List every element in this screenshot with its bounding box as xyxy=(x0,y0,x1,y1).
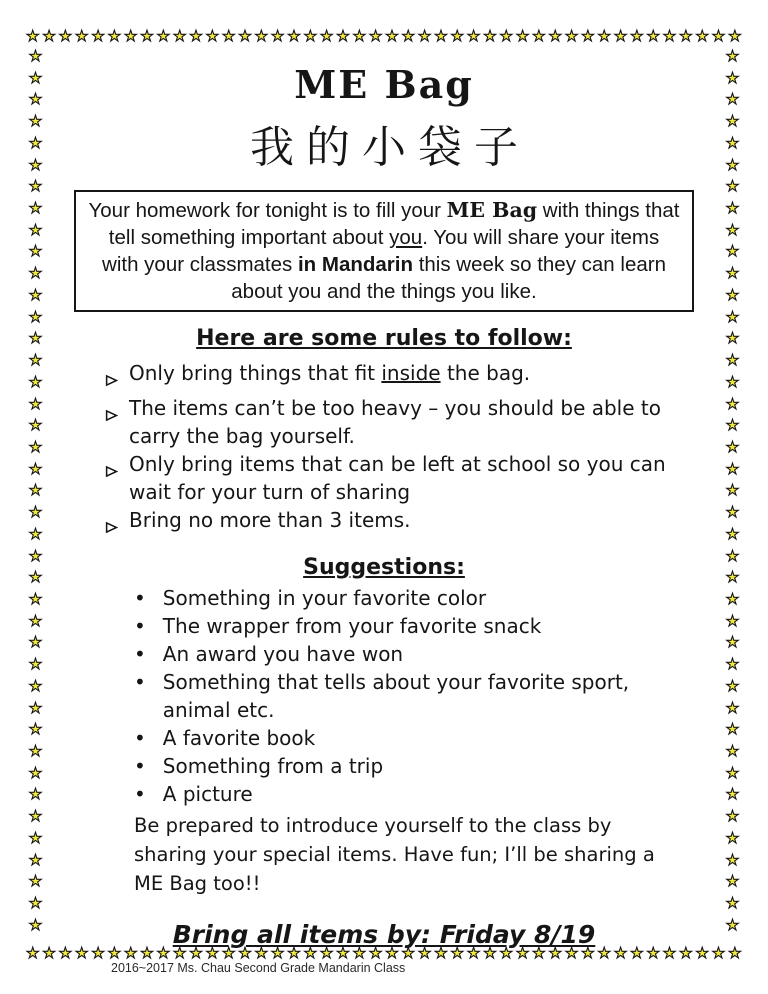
star-icon: ★ xyxy=(319,27,334,45)
star-icon: ★ xyxy=(28,459,43,478)
star-icon: ★ xyxy=(28,437,43,456)
star-icon: ★ xyxy=(597,27,611,45)
star-icon: ★ xyxy=(270,944,285,962)
star-icon: ★ xyxy=(28,589,43,608)
star-border-top xyxy=(26,29,742,45)
star-icon: ★ xyxy=(28,720,43,739)
suggestion-text: An award you have won xyxy=(162,642,404,666)
star-icon: ★ xyxy=(725,894,740,913)
rule-text: Bring no more than 3 items. xyxy=(129,508,411,532)
star-icon: ★ xyxy=(401,27,415,45)
suggestion-item xyxy=(134,780,696,808)
star-icon: ★ xyxy=(287,27,301,45)
star-icon: ★ xyxy=(466,27,481,45)
star-icon: ★ xyxy=(42,27,56,45)
star-icon: ★ xyxy=(28,568,43,587)
suggestion-text: A favorite book xyxy=(162,726,316,750)
star-icon: ★ xyxy=(123,27,138,45)
star-icon: ★ xyxy=(725,112,740,131)
star-icon: ★ xyxy=(91,27,105,45)
star-icon: ★ xyxy=(28,416,43,435)
star-icon: ★ xyxy=(695,27,709,45)
star-icon: ★ xyxy=(28,199,43,218)
star-icon: ★ xyxy=(646,27,660,45)
star-icon: ★ xyxy=(417,27,432,45)
star-icon: ★ xyxy=(434,27,448,45)
suggestion-text: A picture xyxy=(162,782,253,806)
star-icon: ★ xyxy=(91,944,105,962)
star-icon: ★ xyxy=(725,503,740,522)
star-icon: ★ xyxy=(319,944,334,962)
star-icon: ★ xyxy=(352,27,367,45)
rule-text: Only bring things that fit inside the bag. xyxy=(129,361,531,385)
star-icon: ★ xyxy=(725,459,740,478)
star-icon: ★ xyxy=(28,481,43,500)
star-icon: ★ xyxy=(303,27,318,45)
star-icon: ★ xyxy=(336,27,350,45)
star-icon: ★ xyxy=(532,944,546,962)
bullet-dot-icon: • xyxy=(134,782,146,806)
star-icon: ★ xyxy=(205,944,220,962)
star-icon: ★ xyxy=(28,763,43,782)
star-icon: ★ xyxy=(385,27,399,45)
star-icon: ★ xyxy=(725,915,740,934)
star-icon: ★ xyxy=(646,944,660,962)
star-icon: ★ xyxy=(725,242,740,261)
star-icon: ★ xyxy=(254,27,269,45)
suggestion-item xyxy=(134,752,696,780)
bullet-dot-icon: • xyxy=(134,726,146,750)
star-icon: ★ xyxy=(725,307,740,326)
intro-box: Your homework for tonight is to fill your ME Bag with things that tell something important about you. You will share your items with your classmates in Mandarin this week so they can learn about you and the things you like. xyxy=(74,190,694,312)
star-icon: ★ xyxy=(58,944,73,962)
star-icon: ★ xyxy=(564,944,579,962)
star-icon: ★ xyxy=(238,944,252,962)
suggestions-heading: Suggestions: xyxy=(303,555,465,580)
star-icon: ★ xyxy=(564,27,579,45)
star-icon: ★ xyxy=(725,264,740,283)
star-icon: ★ xyxy=(613,944,628,962)
rule-item xyxy=(105,359,696,394)
suggestion-text: Something in your favorite color xyxy=(162,586,487,610)
arrowhead-bullet-icon xyxy=(105,401,118,450)
star-icon: ★ xyxy=(189,944,203,962)
suggestion-text: Something from a trip xyxy=(162,754,384,778)
star-icon: ★ xyxy=(336,944,350,962)
star-icon: ★ xyxy=(28,47,43,65)
star-icon: ★ xyxy=(581,27,595,45)
star-icon: ★ xyxy=(28,872,43,891)
star-icon: ★ xyxy=(725,351,740,370)
star-icon: ★ xyxy=(189,27,203,45)
star-icon: ★ xyxy=(107,27,122,45)
star-icon: ★ xyxy=(28,915,43,934)
bullet-dot-icon: • xyxy=(134,642,146,666)
deadline-heading: Bring all items by: Friday 8/19 xyxy=(172,920,596,949)
star-icon: ★ xyxy=(28,285,43,304)
star-icon: ★ xyxy=(352,944,367,962)
star-icon: ★ xyxy=(499,944,513,962)
star-icon: ★ xyxy=(368,944,383,962)
star-icon: ★ xyxy=(725,524,740,543)
star-icon: ★ xyxy=(725,850,740,869)
star-icon: ★ xyxy=(725,611,740,630)
star-icon: ★ xyxy=(28,307,43,326)
star-icon: ★ xyxy=(725,394,740,413)
star-icon: ★ xyxy=(74,27,89,45)
star-icon: ★ xyxy=(28,676,43,695)
star-icon: ★ xyxy=(172,944,187,962)
star-icon: ★ xyxy=(28,133,43,152)
star-icon: ★ xyxy=(28,698,43,717)
closing-paragraph: Be prepared to introduce yourself to the class by sharing your special items. Have fun; I’ll be sharing a ME Bag too!! xyxy=(134,814,655,895)
star-icon: ★ xyxy=(28,329,43,348)
star-icon: ★ xyxy=(123,944,138,962)
star-icon: ★ xyxy=(28,220,43,239)
suggestion-item xyxy=(134,640,696,668)
star-icon: ★ xyxy=(725,90,740,109)
star-icon: ★ xyxy=(28,524,43,543)
star-icon: ★ xyxy=(205,27,220,45)
bullet-dot-icon: • xyxy=(134,754,146,778)
star-icon: ★ xyxy=(725,742,740,760)
suggestion-item xyxy=(134,668,696,724)
suggestion-item xyxy=(134,612,696,640)
star-icon: ★ xyxy=(28,177,43,196)
star-icon: ★ xyxy=(28,503,43,522)
star-icon: ★ xyxy=(26,944,40,962)
star-icon: ★ xyxy=(725,655,740,674)
bullet-dot-icon: • xyxy=(134,670,146,694)
star-icon: ★ xyxy=(28,611,43,630)
star-icon: ★ xyxy=(725,372,740,391)
star-icon: ★ xyxy=(270,27,285,45)
rule-item xyxy=(105,506,696,541)
suggestions-list xyxy=(72,584,696,808)
star-icon: ★ xyxy=(28,90,43,109)
star-icon: ★ xyxy=(725,47,740,65)
star-icon: ★ xyxy=(725,329,740,348)
star-icon: ★ xyxy=(28,351,43,370)
star-icon: ★ xyxy=(725,807,740,826)
content-area xyxy=(72,46,696,975)
star-icon: ★ xyxy=(515,944,530,962)
star-icon: ★ xyxy=(28,655,43,674)
star-icon: ★ xyxy=(725,698,740,717)
star-icon: ★ xyxy=(74,944,89,962)
star-icon: ★ xyxy=(28,785,43,804)
intro-text: Your homework for tonight is to fill your xyxy=(88,199,447,222)
star-icon: ★ xyxy=(28,807,43,826)
star-icon: ★ xyxy=(725,589,740,608)
rule-item xyxy=(105,394,696,450)
page-title: ME Bag xyxy=(294,62,474,107)
star-icon: ★ xyxy=(725,568,740,587)
star-icon: ★ xyxy=(662,27,677,45)
star-icon: ★ xyxy=(711,27,726,45)
star-icon: ★ xyxy=(58,27,73,45)
rules-list xyxy=(72,359,696,541)
intro-me-bag: ME Bag xyxy=(446,198,538,222)
star-icon: ★ xyxy=(28,372,43,391)
star-icon: ★ xyxy=(466,944,481,962)
star-icon: ★ xyxy=(107,944,122,962)
footer-credit: 2016~2017 Ms. Chau Second Grade Mandarin Class xyxy=(111,961,406,975)
star-icon: ★ xyxy=(26,27,40,45)
star-icon: ★ xyxy=(499,27,513,45)
star-icon: ★ xyxy=(172,27,187,45)
suggestion-text: Something that tells about your favorite sport, animal etc. xyxy=(162,670,630,722)
star-icon: ★ xyxy=(630,27,644,45)
star-icon: ★ xyxy=(725,285,740,304)
star-icon: ★ xyxy=(695,944,709,962)
star-icon: ★ xyxy=(483,27,497,45)
star-icon: ★ xyxy=(450,27,464,45)
star-border-left xyxy=(27,49,44,933)
star-icon: ★ xyxy=(28,155,43,174)
star-icon: ★ xyxy=(725,828,740,847)
star-icon: ★ xyxy=(28,112,43,131)
star-icon: ★ xyxy=(385,944,399,962)
suggestion-item xyxy=(134,584,696,612)
star-icon: ★ xyxy=(417,944,432,962)
star-icon: ★ xyxy=(140,27,154,45)
star-icon: ★ xyxy=(28,742,43,760)
star-icon: ★ xyxy=(28,394,43,413)
arrowhead-bullet-icon xyxy=(105,457,118,506)
star-icon: ★ xyxy=(725,416,740,435)
rules-heading: Here are some rules to follow: xyxy=(196,326,572,351)
star-icon: ★ xyxy=(725,199,740,218)
star-icon: ★ xyxy=(28,850,43,869)
star-icon: ★ xyxy=(28,68,43,87)
star-icon: ★ xyxy=(679,944,693,962)
star-icon: ★ xyxy=(711,944,726,962)
star-icon: ★ xyxy=(725,720,740,739)
star-icon: ★ xyxy=(725,481,740,500)
arrowhead-bullet-icon xyxy=(105,513,118,541)
star-icon: ★ xyxy=(725,437,740,456)
star-icon: ★ xyxy=(287,944,301,962)
star-icon: ★ xyxy=(613,27,628,45)
star-icon: ★ xyxy=(597,944,611,962)
star-icon: ★ xyxy=(221,27,236,45)
star-icon: ★ xyxy=(28,828,43,847)
star-icon: ★ xyxy=(725,133,740,152)
star-icon: ★ xyxy=(548,27,562,45)
star-icon: ★ xyxy=(725,220,740,239)
star-icon: ★ xyxy=(725,763,740,782)
star-icon: ★ xyxy=(42,944,56,962)
star-icon: ★ xyxy=(254,944,269,962)
star-border-right xyxy=(724,49,741,933)
intro-in-mandarin-bold: in Mandarin xyxy=(297,253,414,276)
bullet-dot-icon: • xyxy=(134,614,146,638)
star-icon: ★ xyxy=(630,944,644,962)
star-icon: ★ xyxy=(303,944,318,962)
star-icon: ★ xyxy=(725,155,740,174)
arrowhead-bullet-icon xyxy=(105,366,118,394)
star-icon: ★ xyxy=(725,676,740,695)
star-icon: ★ xyxy=(28,546,43,565)
bullet-dot-icon: • xyxy=(134,586,146,610)
star-icon: ★ xyxy=(28,264,43,283)
star-icon: ★ xyxy=(28,242,43,261)
star-icon: ★ xyxy=(483,944,497,962)
star-icon: ★ xyxy=(221,944,236,962)
star-icon: ★ xyxy=(156,27,171,45)
star-icon: ★ xyxy=(728,27,742,45)
chinese-subtitle: 我的小袋子 xyxy=(250,122,530,173)
rule-item xyxy=(105,450,696,506)
star-icon: ★ xyxy=(725,633,740,652)
star-icon: ★ xyxy=(28,894,43,913)
star-icon: ★ xyxy=(725,68,740,87)
star-icon: ★ xyxy=(238,27,252,45)
star-icon: ★ xyxy=(725,785,740,804)
star-icon: ★ xyxy=(156,944,171,962)
rule-text: Only bring items that can be left at school so you can wait for your turn of sharing xyxy=(129,452,666,504)
star-icon: ★ xyxy=(368,27,383,45)
star-icon: ★ xyxy=(515,27,530,45)
suggestion-item xyxy=(134,724,696,752)
star-icon: ★ xyxy=(434,944,448,962)
star-icon: ★ xyxy=(662,944,677,962)
star-icon: ★ xyxy=(728,944,742,962)
star-icon: ★ xyxy=(548,944,562,962)
suggestion-text: The wrapper from your favorite snack xyxy=(162,614,542,638)
rule-text: The items can’t be too heavy – you should be able to carry the bag yourself. xyxy=(129,396,661,448)
star-icon: ★ xyxy=(725,546,740,565)
star-icon: ★ xyxy=(140,944,154,962)
star-icon: ★ xyxy=(532,27,546,45)
intro-you-underlined: you xyxy=(389,226,423,249)
star-icon: ★ xyxy=(725,872,740,891)
star-icon: ★ xyxy=(401,944,415,962)
star-icon: ★ xyxy=(28,633,43,652)
star-icon: ★ xyxy=(679,27,693,45)
star-icon: ★ xyxy=(450,944,464,962)
star-icon: ★ xyxy=(581,944,595,962)
star-icon: ★ xyxy=(725,177,740,196)
